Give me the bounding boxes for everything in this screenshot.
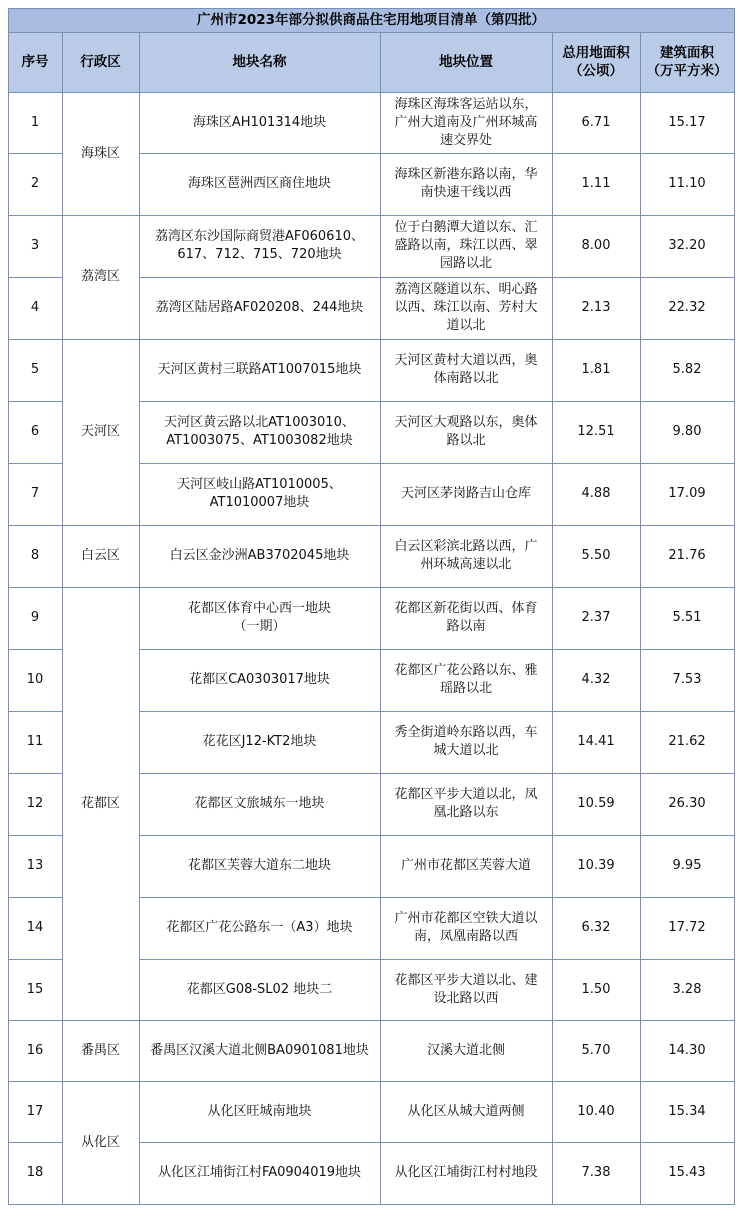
row-land-area bbox=[552, 1142, 640, 1204]
grid-line bbox=[8, 8, 9, 1205]
row-parcel-name-text: 从化区江埔街江村FA0904019地块 bbox=[157, 1165, 362, 1180]
row-land-area bbox=[552, 1020, 640, 1081]
district-cell-text: 海珠区 bbox=[80, 145, 120, 161]
row-floor-area-text: 15.34 bbox=[668, 1103, 706, 1119]
row-parcel-name bbox=[139, 897, 380, 959]
row-no-text: 16 bbox=[26, 1042, 44, 1058]
row-land-area bbox=[552, 587, 640, 649]
row-no-text: 8 bbox=[30, 548, 40, 563]
row-parcel-location-text: 位于白鹅潭大道以东、汇 盛路以南，珠江以西、翠 园路以北 bbox=[394, 220, 538, 271]
row-parcel-location-text: 天河区黄村大道以西，奥 体南路以北 bbox=[394, 353, 538, 386]
grid-line bbox=[8, 835, 63, 836]
grid-line bbox=[8, 339, 735, 340]
grid-line bbox=[139, 649, 735, 650]
row-floor-area bbox=[640, 1020, 734, 1081]
row-land-area-text: 1.50 bbox=[581, 981, 611, 997]
row-land-area bbox=[552, 277, 640, 339]
row-land-area bbox=[552, 525, 640, 587]
district-cell-text: 番禺区 bbox=[80, 1042, 120, 1058]
grid-line bbox=[8, 1142, 63, 1143]
row-land-area bbox=[552, 773, 640, 835]
row-parcel-name-text: 花都区G08-SL02 地块二 bbox=[186, 981, 333, 997]
row-parcel-name bbox=[139, 1142, 380, 1204]
row-land-area-text: 8.00 bbox=[581, 238, 611, 253]
row-land-area-text: 2.37 bbox=[581, 610, 611, 625]
row-parcel-name bbox=[139, 525, 380, 587]
row-no bbox=[8, 773, 62, 835]
row-no bbox=[8, 277, 62, 339]
row-parcel-name-text: 天河区黄云路以北AT1003010、 AT1003075、AT1003082地块 bbox=[164, 415, 355, 448]
row-land-area-text: 1.11 bbox=[581, 176, 611, 191]
row-parcel-location-text: 白云区彩滨北路以西，广 州环城高速以北 bbox=[394, 539, 538, 572]
grid-line bbox=[8, 649, 63, 650]
row-parcel-name-text: 花都区体育中心西一地块 （一期） bbox=[187, 601, 331, 634]
row-no bbox=[8, 897, 62, 959]
row-parcel-name-text: 海珠区AH101314地块 bbox=[192, 114, 327, 130]
row-no bbox=[8, 525, 62, 587]
district-cell-text: 从化区 bbox=[80, 1134, 120, 1150]
grid-line bbox=[139, 897, 735, 898]
grid-line bbox=[139, 277, 735, 278]
row-parcel-location bbox=[380, 959, 552, 1020]
grid-line bbox=[552, 32, 553, 1205]
header-location-text: 地块位置 bbox=[439, 54, 493, 70]
row-floor-area bbox=[640, 711, 734, 773]
row-no-text: 15 bbox=[26, 981, 44, 997]
row-no bbox=[8, 215, 62, 277]
row-land-area bbox=[552, 463, 640, 525]
row-floor-area bbox=[640, 835, 734, 897]
row-land-area bbox=[552, 153, 640, 215]
row-no-text: 11 bbox=[26, 734, 44, 749]
row-parcel-name bbox=[139, 711, 380, 773]
row-no-text: 17 bbox=[26, 1103, 44, 1119]
grid-line bbox=[8, 1204, 735, 1205]
district-cell-text: 花都区 bbox=[80, 795, 120, 811]
row-floor-area bbox=[640, 649, 734, 711]
row-parcel-name-text: 花都区文旅城东一地块 bbox=[194, 796, 325, 811]
grid-line bbox=[8, 897, 63, 898]
header-area-text: 总用地面积 （公顷） bbox=[562, 45, 630, 79]
row-parcel-location bbox=[380, 215, 552, 277]
row-no-text: 12 bbox=[26, 796, 44, 811]
row-parcel-location-text: 天河区大观路以东，奥体 路以北 bbox=[394, 415, 538, 448]
row-no bbox=[8, 463, 62, 525]
row-floor-area bbox=[640, 92, 734, 153]
row-parcel-name bbox=[139, 835, 380, 897]
grid-line bbox=[380, 32, 381, 1205]
row-no bbox=[8, 1142, 62, 1204]
header-floor-area-text: 建筑面积 （万平方米） bbox=[646, 45, 728, 79]
row-parcel-location bbox=[380, 277, 552, 339]
header-district-text: 行政区 bbox=[80, 54, 121, 70]
district-cell-text: 荔湾区 bbox=[80, 269, 120, 284]
row-floor-area-text: 32.20 bbox=[668, 238, 706, 253]
grid-line bbox=[640, 32, 641, 1205]
row-land-area bbox=[552, 215, 640, 277]
row-parcel-name bbox=[139, 339, 380, 401]
row-land-area-text: 5.50 bbox=[581, 548, 611, 563]
header-area bbox=[552, 32, 640, 92]
row-parcel-location-text: 花都区平步大道以北、建 设北路以西 bbox=[394, 972, 538, 1006]
row-parcel-name bbox=[139, 1081, 380, 1142]
row-floor-area-text: 9.80 bbox=[672, 424, 702, 439]
row-no-text: 13 bbox=[26, 858, 44, 873]
grid-line bbox=[139, 835, 735, 836]
row-parcel-name bbox=[139, 1020, 380, 1081]
row-no-text: 1 bbox=[30, 114, 40, 130]
grid-line bbox=[139, 711, 735, 712]
row-land-area-text: 1.81 bbox=[581, 362, 611, 377]
row-parcel-name-text: 荔湾区陆居路AF020208、244地块 bbox=[155, 300, 364, 315]
header-name bbox=[139, 32, 380, 92]
grid-line bbox=[734, 8, 735, 1205]
row-land-area-text: 6.71 bbox=[581, 114, 611, 130]
header-district bbox=[62, 32, 139, 92]
district-cell bbox=[62, 92, 139, 215]
row-land-area-text: 5.70 bbox=[581, 1042, 611, 1058]
row-land-area-text: 10.40 bbox=[577, 1103, 615, 1119]
grid-line bbox=[8, 773, 63, 774]
row-parcel-location-text: 天河区茅岗路吉山仓库 bbox=[400, 486, 531, 501]
row-no-text: 9 bbox=[30, 610, 40, 625]
row-land-area bbox=[552, 835, 640, 897]
grid-line bbox=[139, 401, 735, 402]
row-parcel-location bbox=[380, 897, 552, 959]
row-land-area bbox=[552, 649, 640, 711]
row-parcel-name bbox=[139, 215, 380, 277]
grid-line bbox=[139, 153, 735, 154]
row-floor-area bbox=[640, 401, 734, 463]
row-floor-area bbox=[640, 1142, 734, 1204]
district-cell bbox=[62, 215, 139, 339]
row-no-text: 2 bbox=[30, 176, 40, 191]
row-floor-area bbox=[640, 277, 734, 339]
row-parcel-name-text: 花都区广花公路东一（A3）地块 bbox=[166, 920, 353, 935]
district-cell bbox=[62, 1081, 139, 1204]
row-land-area bbox=[552, 711, 640, 773]
header-name-text: 地块名称 bbox=[232, 54, 287, 70]
grid-line bbox=[8, 215, 735, 216]
row-parcel-location bbox=[380, 587, 552, 649]
grid-line bbox=[139, 1142, 735, 1143]
row-land-area bbox=[552, 92, 640, 153]
row-parcel-name-text: 花都区CA0303017地块 bbox=[189, 672, 330, 687]
grid-line bbox=[8, 525, 735, 526]
row-parcel-location bbox=[380, 835, 552, 897]
row-parcel-location-text: 花都区平步大道以北，凤 凰北路以东 bbox=[394, 787, 538, 820]
row-parcel-name bbox=[139, 587, 380, 649]
row-parcel-location bbox=[380, 153, 552, 215]
row-parcel-location bbox=[380, 773, 552, 835]
grid-line bbox=[8, 587, 735, 588]
grid-line bbox=[8, 92, 735, 93]
row-parcel-location-text: 从化区江埔街江村村地段 bbox=[394, 1165, 538, 1180]
row-parcel-location-text: 广州市花都区芙蓉大道 bbox=[400, 858, 531, 873]
row-floor-area bbox=[640, 897, 734, 959]
row-no bbox=[8, 649, 62, 711]
row-parcel-location-text: 花都区新花街以西、体育 路以南 bbox=[394, 601, 538, 634]
row-floor-area-text: 5.51 bbox=[672, 610, 702, 625]
grid-line bbox=[8, 711, 63, 712]
grid-line bbox=[8, 1020, 735, 1021]
row-no bbox=[8, 153, 62, 215]
row-floor-area-text: 9.95 bbox=[672, 858, 702, 873]
grid-line bbox=[8, 463, 63, 464]
row-no bbox=[8, 959, 62, 1020]
district-cell-text: 白云区 bbox=[80, 548, 120, 563]
row-floor-area bbox=[640, 1081, 734, 1142]
row-parcel-location bbox=[380, 1081, 552, 1142]
row-floor-area bbox=[640, 215, 734, 277]
row-parcel-name bbox=[139, 463, 380, 525]
row-floor-area-text: 15.43 bbox=[668, 1165, 706, 1180]
grid-line bbox=[139, 773, 735, 774]
grid-line bbox=[139, 463, 735, 464]
grid-line bbox=[8, 959, 63, 960]
row-parcel-location-text: 海珠区海珠客运站以东， 广州大道南及广州环城高 速交界处 bbox=[394, 96, 538, 148]
row-floor-area-text: 7.53 bbox=[672, 672, 702, 687]
row-parcel-name-text: 天河区岐山路AT1010005、 AT1010007地块 bbox=[177, 477, 342, 510]
row-floor-area bbox=[640, 153, 734, 215]
row-parcel-location bbox=[380, 649, 552, 711]
header-no-text: 序号 bbox=[21, 54, 49, 70]
row-land-area-text: 6.32 bbox=[581, 920, 611, 935]
row-parcel-location bbox=[380, 1020, 552, 1081]
row-parcel-name-text: 花花区J12-KT2地块 bbox=[202, 734, 317, 749]
row-parcel-name bbox=[139, 649, 380, 711]
district-cell-text: 天河区 bbox=[80, 424, 120, 439]
row-parcel-location bbox=[380, 525, 552, 587]
row-parcel-name bbox=[139, 773, 380, 835]
row-floor-area bbox=[640, 463, 734, 525]
row-no bbox=[8, 92, 62, 153]
row-parcel-name-text: 番禺区汉溪大道北侧BA0901081地块 bbox=[150, 1042, 369, 1058]
row-no-text: 3 bbox=[30, 238, 40, 253]
header-no bbox=[8, 32, 62, 92]
grid-line bbox=[8, 153, 63, 154]
row-parcel-location-text: 广州市花都区空铁大道以 南，凤凰南路以西 bbox=[394, 911, 538, 944]
grid-line bbox=[8, 32, 735, 33]
row-land-area-text: 12.51 bbox=[577, 424, 615, 439]
grid-line bbox=[8, 277, 63, 278]
row-no bbox=[8, 339, 62, 401]
row-land-area bbox=[552, 1081, 640, 1142]
row-land-area-text: 10.39 bbox=[577, 858, 615, 873]
row-land-area-text: 7.38 bbox=[581, 1165, 611, 1180]
row-land-area bbox=[552, 401, 640, 463]
row-parcel-location-text: 汉溪大道北侧 bbox=[426, 1042, 505, 1058]
grid-line bbox=[8, 8, 735, 9]
row-floor-area-text: 17.09 bbox=[668, 486, 706, 501]
row-parcel-location bbox=[380, 401, 552, 463]
row-parcel-name bbox=[139, 153, 380, 215]
row-floor-area-text: 21.62 bbox=[668, 734, 706, 749]
row-floor-area bbox=[640, 525, 734, 587]
row-parcel-name-text: 花都区芙蓉大道东二地块 bbox=[187, 858, 331, 873]
row-land-area-text: 14.41 bbox=[577, 734, 615, 749]
header-floor-area bbox=[640, 32, 734, 92]
row-parcel-location bbox=[380, 339, 552, 401]
row-floor-area-text: 26.30 bbox=[668, 796, 706, 811]
row-floor-area-text: 5.82 bbox=[672, 362, 702, 377]
row-no-text: 14 bbox=[26, 920, 44, 935]
row-parcel-name-text: 天河区黄村三联路AT1007015地块 bbox=[157, 362, 362, 377]
row-parcel-name-text: 从化区旺城南地块 bbox=[207, 1103, 312, 1119]
row-parcel-name-text: 白云区金沙洲AB3702045地块 bbox=[169, 548, 350, 563]
row-no-text: 7 bbox=[30, 486, 40, 501]
row-no-text: 5 bbox=[30, 362, 40, 377]
row-no-text: 6 bbox=[30, 424, 40, 439]
row-floor-area bbox=[640, 773, 734, 835]
row-floor-area-text: 21.76 bbox=[668, 548, 706, 563]
district-cell bbox=[62, 525, 139, 587]
row-floor-area bbox=[640, 339, 734, 401]
district-cell bbox=[62, 587, 139, 1020]
row-land-area bbox=[552, 897, 640, 959]
row-no bbox=[8, 1020, 62, 1081]
row-land-area-text: 2.13 bbox=[581, 300, 611, 315]
row-land-area-text: 10.59 bbox=[577, 796, 615, 811]
row-no bbox=[8, 401, 62, 463]
row-floor-area-text: 15.17 bbox=[668, 114, 706, 130]
row-no-text: 4 bbox=[30, 300, 40, 315]
row-no bbox=[8, 835, 62, 897]
row-no-text: 10 bbox=[26, 672, 44, 687]
row-parcel-name bbox=[139, 401, 380, 463]
row-floor-area-text: 17.72 bbox=[668, 920, 706, 935]
row-no-text: 18 bbox=[26, 1165, 44, 1180]
header-location bbox=[380, 32, 552, 92]
row-parcel-name bbox=[139, 959, 380, 1020]
row-floor-area-text: 14.30 bbox=[668, 1042, 706, 1058]
row-no bbox=[8, 587, 62, 649]
row-land-area-text: 4.88 bbox=[581, 486, 611, 501]
row-parcel-location-text: 从化区从城大道两侧 bbox=[407, 1103, 525, 1119]
row-floor-area-text: 22.32 bbox=[668, 300, 706, 315]
row-parcel-name bbox=[139, 92, 380, 153]
row-parcel-location-text: 花都区广花公路以东、雅 瑶路以北 bbox=[394, 663, 538, 696]
row-land-area bbox=[552, 339, 640, 401]
row-parcel-name-text: 海珠区琶洲西区商住地块 bbox=[187, 176, 331, 191]
district-cell bbox=[62, 1020, 139, 1081]
row-parcel-name-text: 荔湾区东沙国际商贸港AF060610、 617、712、715、720地块 bbox=[155, 229, 364, 262]
grid-line bbox=[139, 959, 735, 960]
row-floor-area bbox=[640, 587, 734, 649]
row-parcel-location bbox=[380, 711, 552, 773]
row-floor-area-text: 3.28 bbox=[672, 981, 702, 997]
grid-line bbox=[8, 401, 63, 402]
row-parcel-location-text: 荔湾区隧道以东、明心路 以西、珠江以南、芳村大 道以北 bbox=[394, 282, 538, 333]
grid-line bbox=[62, 32, 63, 1205]
row-land-area-text: 4.32 bbox=[581, 672, 611, 687]
district-cell bbox=[62, 339, 139, 525]
row-floor-area bbox=[640, 959, 734, 1020]
row-parcel-location-text: 秀全街道岭东路以西，车 城大道以北 bbox=[394, 725, 538, 758]
grid-line bbox=[139, 32, 140, 1205]
row-parcel-name bbox=[139, 277, 380, 339]
row-land-area bbox=[552, 959, 640, 1020]
row-no bbox=[8, 1081, 62, 1142]
row-parcel-location bbox=[380, 92, 552, 153]
row-floor-area-text: 11.10 bbox=[668, 176, 706, 191]
row-parcel-location-text: 海珠区新港东路以南，华 南快速干线以西 bbox=[394, 167, 538, 200]
row-parcel-location bbox=[380, 1142, 552, 1204]
grid-line bbox=[8, 1081, 735, 1082]
row-no bbox=[8, 711, 62, 773]
table-title: 广州市2023年部分拟供商品住宅用地项目清单（第四批） bbox=[8, 8, 734, 32]
row-parcel-location bbox=[380, 463, 552, 525]
